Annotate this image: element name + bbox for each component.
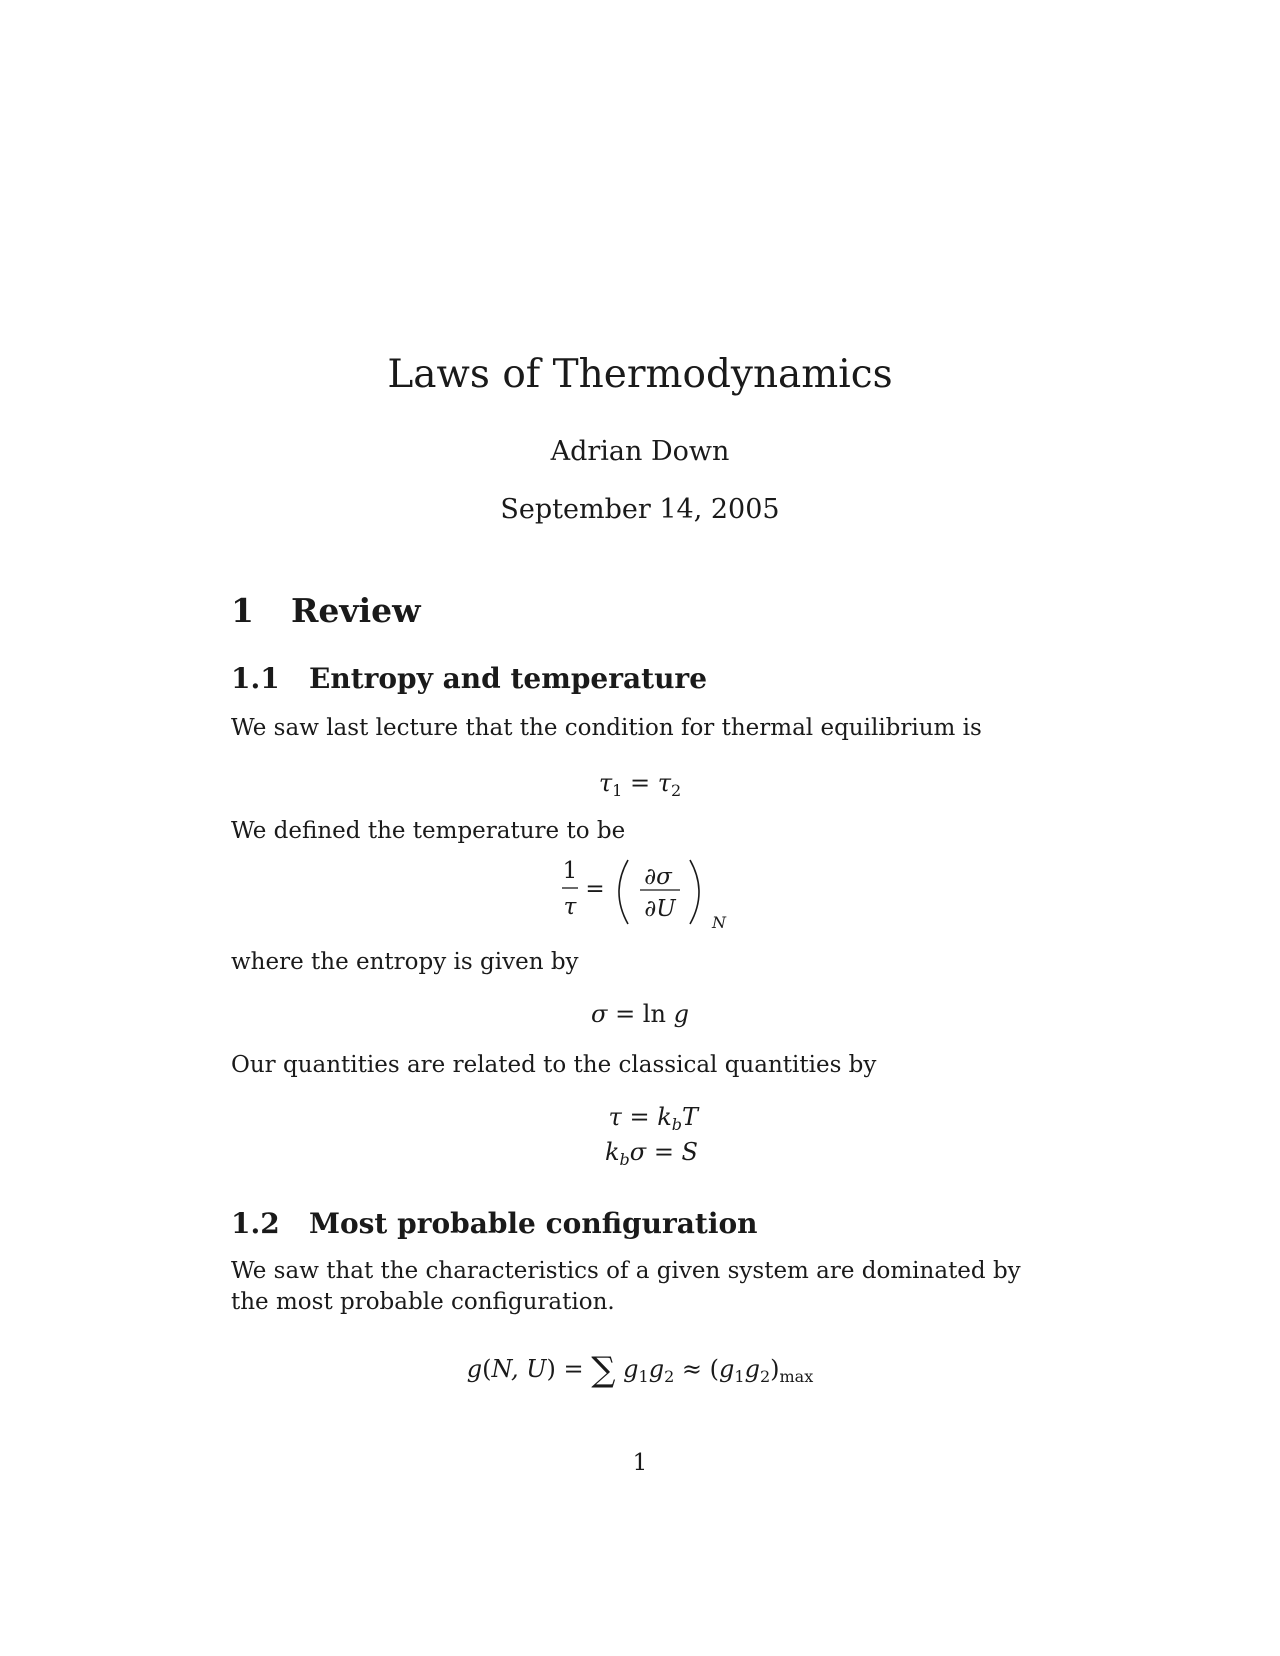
paragraph-equilibrium: We saw last lecture that the condition for thermal equilibrium is bbox=[231, 715, 982, 741]
subsection-number: 1.1 bbox=[231, 662, 280, 695]
subsection-heading-probable-configuration bbox=[231, 1207, 758, 1240]
section-heading-review bbox=[231, 591, 421, 630]
svg-text:1: 1 bbox=[562, 858, 578, 884]
svg-text:τ: τ bbox=[563, 894, 577, 920]
document-author: Adrian Down bbox=[550, 436, 730, 467]
equation-multiplicity-sum: g(N, U) = ∑ $g_1g_2 \approx (g_1g_2)_{max}$ bbox=[466, 1350, 814, 1390]
page-number: 1 bbox=[632, 1450, 648, 1476]
paragraph-temperature-definition: We defined the temperature to be bbox=[231, 818, 626, 844]
svg-text:N: N bbox=[712, 913, 726, 932]
subsection-heading-entropy bbox=[231, 662, 707, 695]
equation-entropy: σ = ln g bbox=[591, 1000, 689, 1028]
document-title: Laws of Thermodynamics bbox=[387, 352, 893, 397]
subsection-title: Most probable configuration bbox=[309, 1207, 758, 1240]
paragraph-classical-quantities: Our quantities are related to the classical quantities by bbox=[231, 1052, 877, 1078]
document-date: September 14, 2005 bbox=[500, 494, 780, 525]
section-title: Review bbox=[291, 591, 421, 630]
equation-thermal-equilibrium: $\tau_1 = \tau_2$ bbox=[598, 769, 682, 800]
subsection-number: 1.2 bbox=[231, 1207, 280, 1240]
paragraph-entropy: where the entropy is given by bbox=[231, 949, 579, 975]
svg-text:∂σ: ∂σ bbox=[644, 864, 672, 890]
section-number: 1 bbox=[231, 591, 254, 630]
equation-kb-sigma-S: $k_b\sigma = S$ bbox=[605, 1138, 698, 1169]
subsection-title: Entropy and temperature bbox=[309, 662, 708, 695]
paragraph-probable-configuration: We saw that the characteristics of a given system are dominated by the most probable configuration. bbox=[231, 1258, 1021, 1315]
svg-text:∂U: ∂U bbox=[644, 896, 676, 922]
equation-tau-kbT: $\tau = k_bT$ bbox=[608, 1103, 698, 1134]
equation-temperature-definition bbox=[540, 848, 740, 948]
svg-text:=: = bbox=[585, 876, 605, 902]
